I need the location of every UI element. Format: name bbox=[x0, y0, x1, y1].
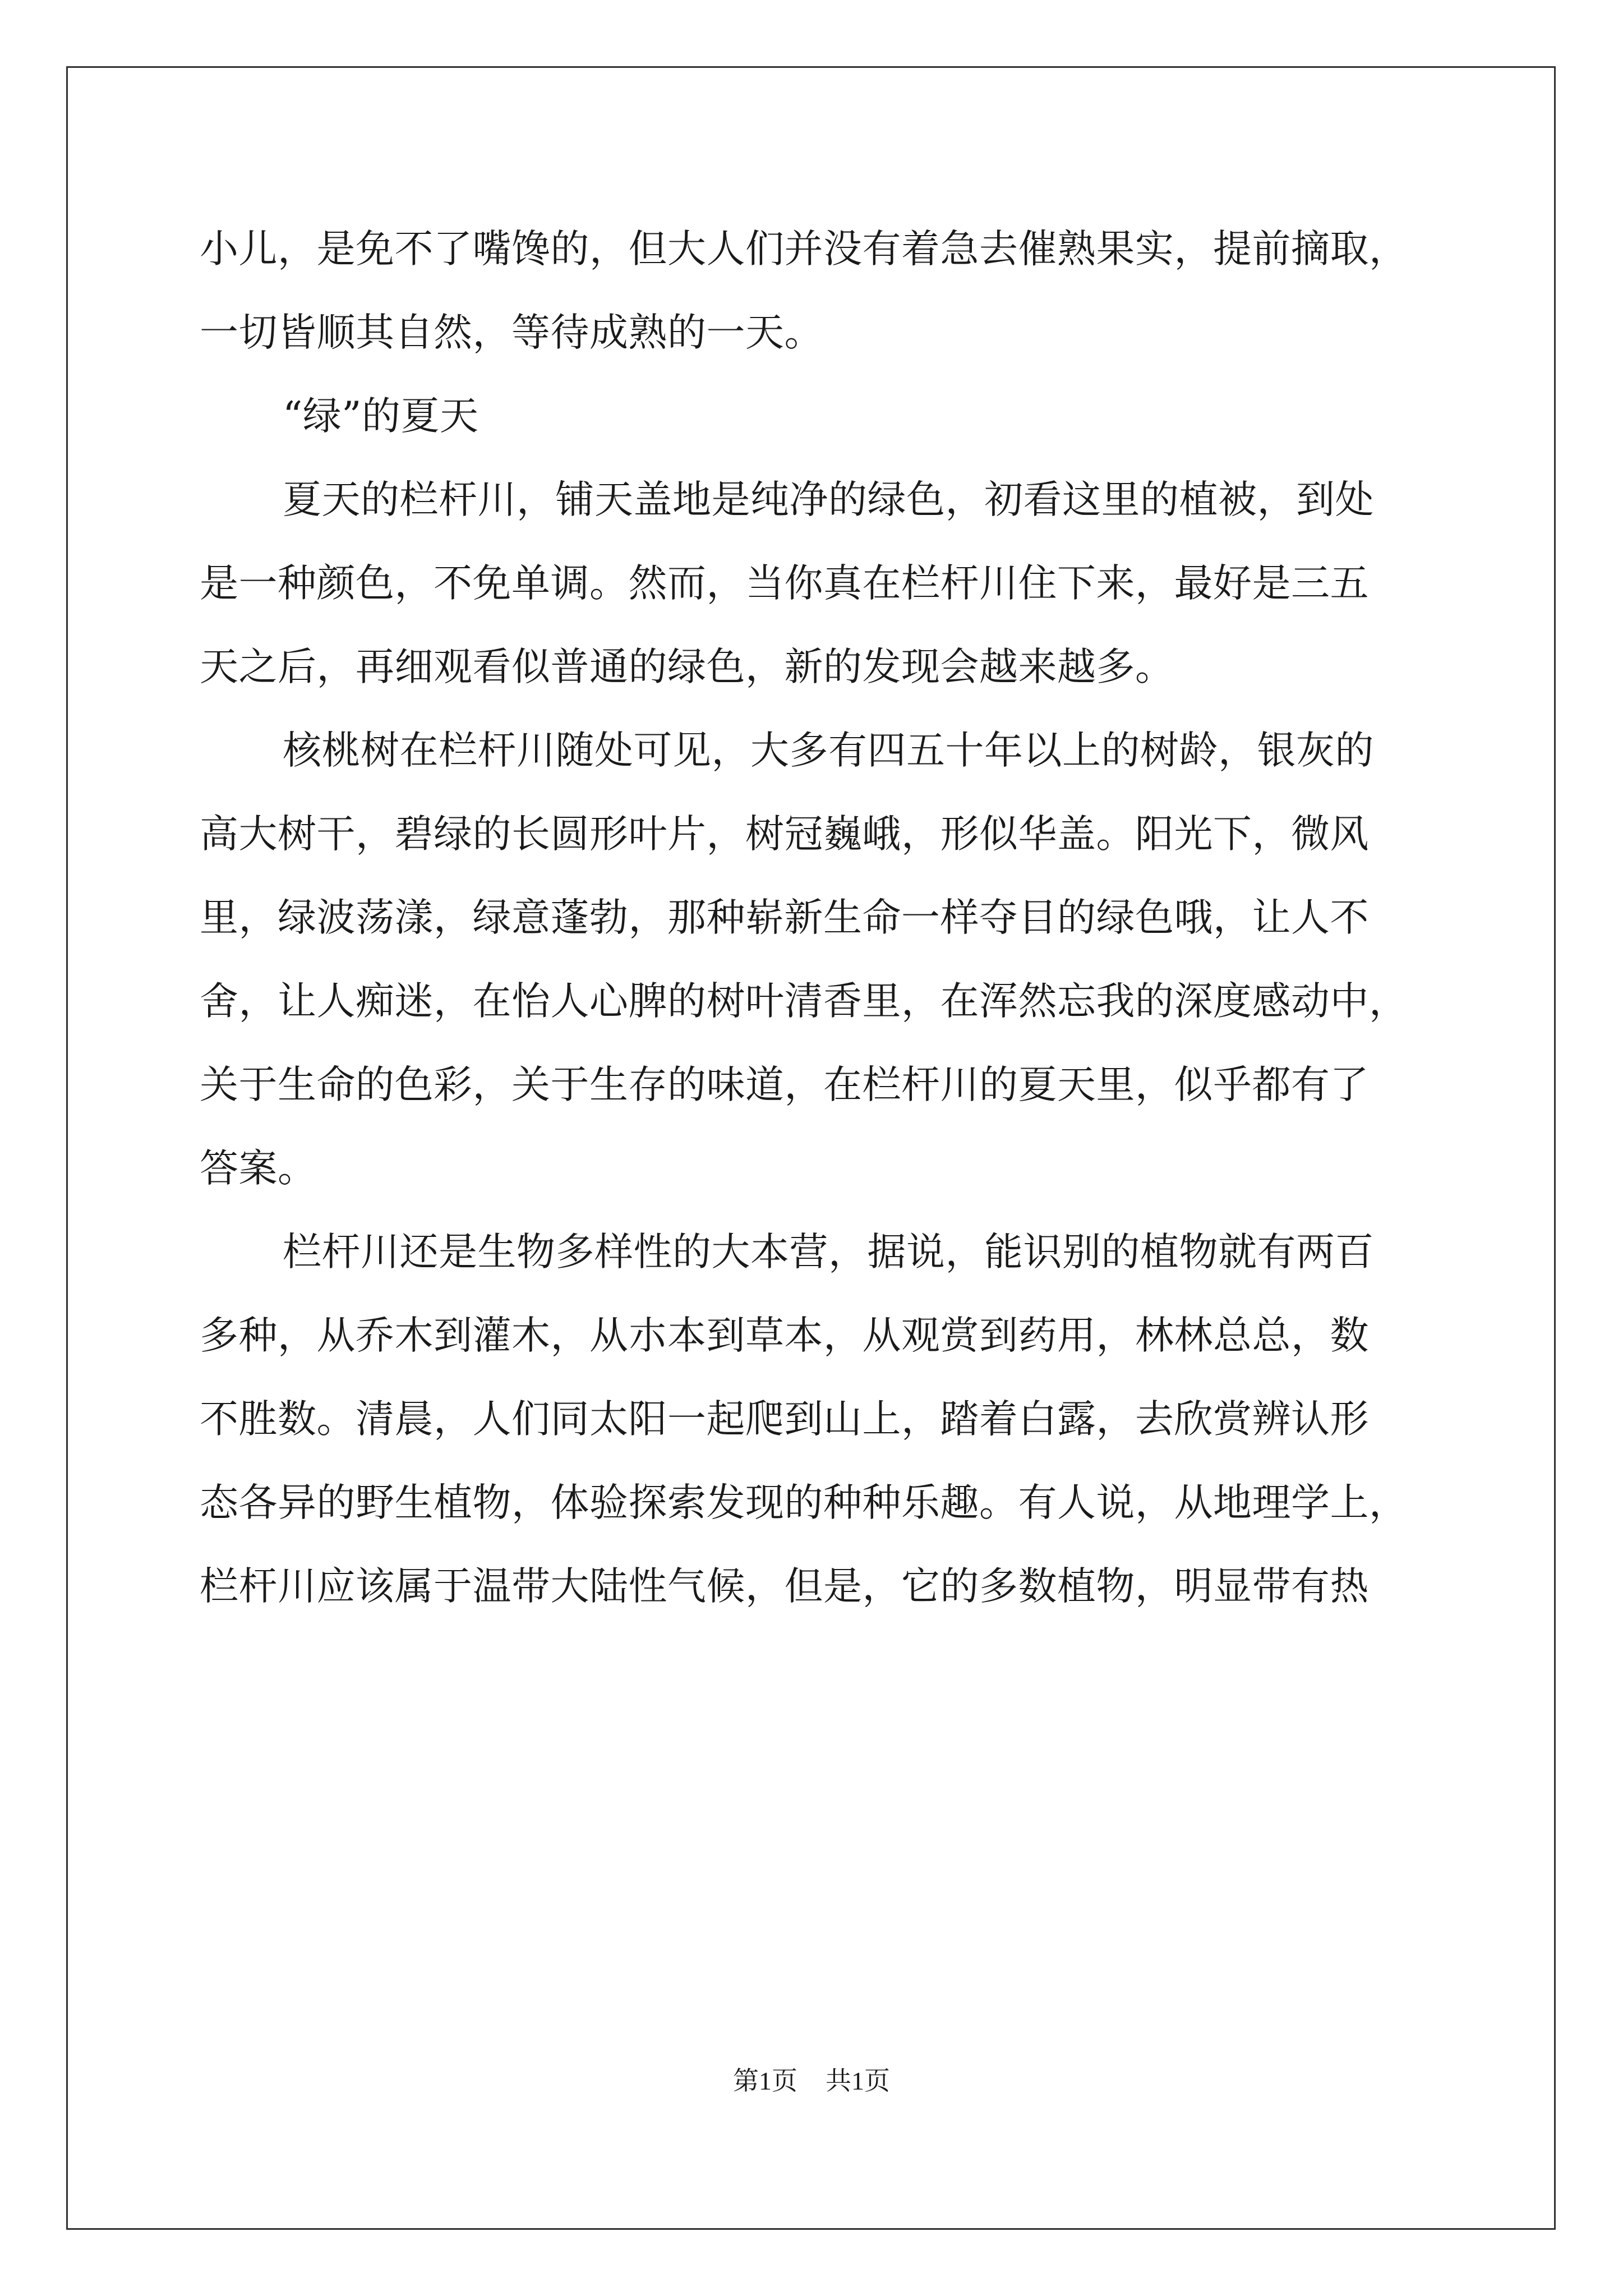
page-number: 第1页 bbox=[733, 2067, 797, 2095]
text-line: 小儿，是免不了嘴馋的，但大人们并没有着急去催熟果实，提前摘取， bbox=[200, 227, 1408, 272]
text-line: 核桃树在栏杆川随处可见，大多有四五十年以上的树龄，银灰的 bbox=[283, 728, 1374, 773]
text-line: 里，绿波荡漾，绿意蓬勃，那种崭新生命一样夺目的绿色哦，让人不 bbox=[200, 895, 1369, 940]
text-line: 高大树干，碧绿的长圆形叶片，树冠巍峨，形似华盖。阳光下，微风 bbox=[200, 812, 1369, 857]
text-line: 是一种颜色，不免单调。然而，当你真在栏杆川住下来，最好是三五 bbox=[200, 561, 1369, 606]
text-line: 态各异的野生植物，体验探索发现的种种乐趣。有人说，从地理学上， bbox=[200, 1480, 1408, 1525]
text-line: 舍，让人痴迷，在怡人心脾的树叶清香里，在浑然忘我的深度感动中， bbox=[200, 979, 1408, 1024]
text-line: 天之后，再细观看似普通的绿色，新的发现会越来越多。 bbox=[200, 645, 1174, 689]
text-line: 夏天的栏杆川，铺天盖地是纯净的绿色，初看这里的植被，到处 bbox=[283, 477, 1374, 522]
text-line: 不胜数。清晨，人们同太阳一起爬到山上，踏着白露，去欣赏辨认形 bbox=[200, 1397, 1369, 1442]
text-line: 栏杆川还是生物多样性的大本营，据说，能识别的植物就有两百 bbox=[283, 1230, 1374, 1274]
text-line: 关于生命的色彩，关于生存的味道，在栏杆川的夏天里，似乎都有了 bbox=[200, 1062, 1369, 1107]
text-line: 答案。 bbox=[200, 1146, 317, 1191]
page-total: 共1页 bbox=[826, 2067, 890, 2095]
text-line: 栏杆川应该属于温带大陆性气候，但是，它的多数植物，明显带有热 bbox=[200, 1564, 1369, 1609]
section-heading: “绿”的夏天 bbox=[283, 394, 479, 439]
document-body bbox=[200, 208, 1428, 1628]
text-line: 一切皆顺其自然，等待成熟的一天。 bbox=[200, 310, 823, 355]
text-line: 多种，从乔木到灌木，从朩本到草本，从观赏到药用，林林总总，数 bbox=[200, 1313, 1369, 1358]
page-footer bbox=[0, 2064, 1623, 2098]
